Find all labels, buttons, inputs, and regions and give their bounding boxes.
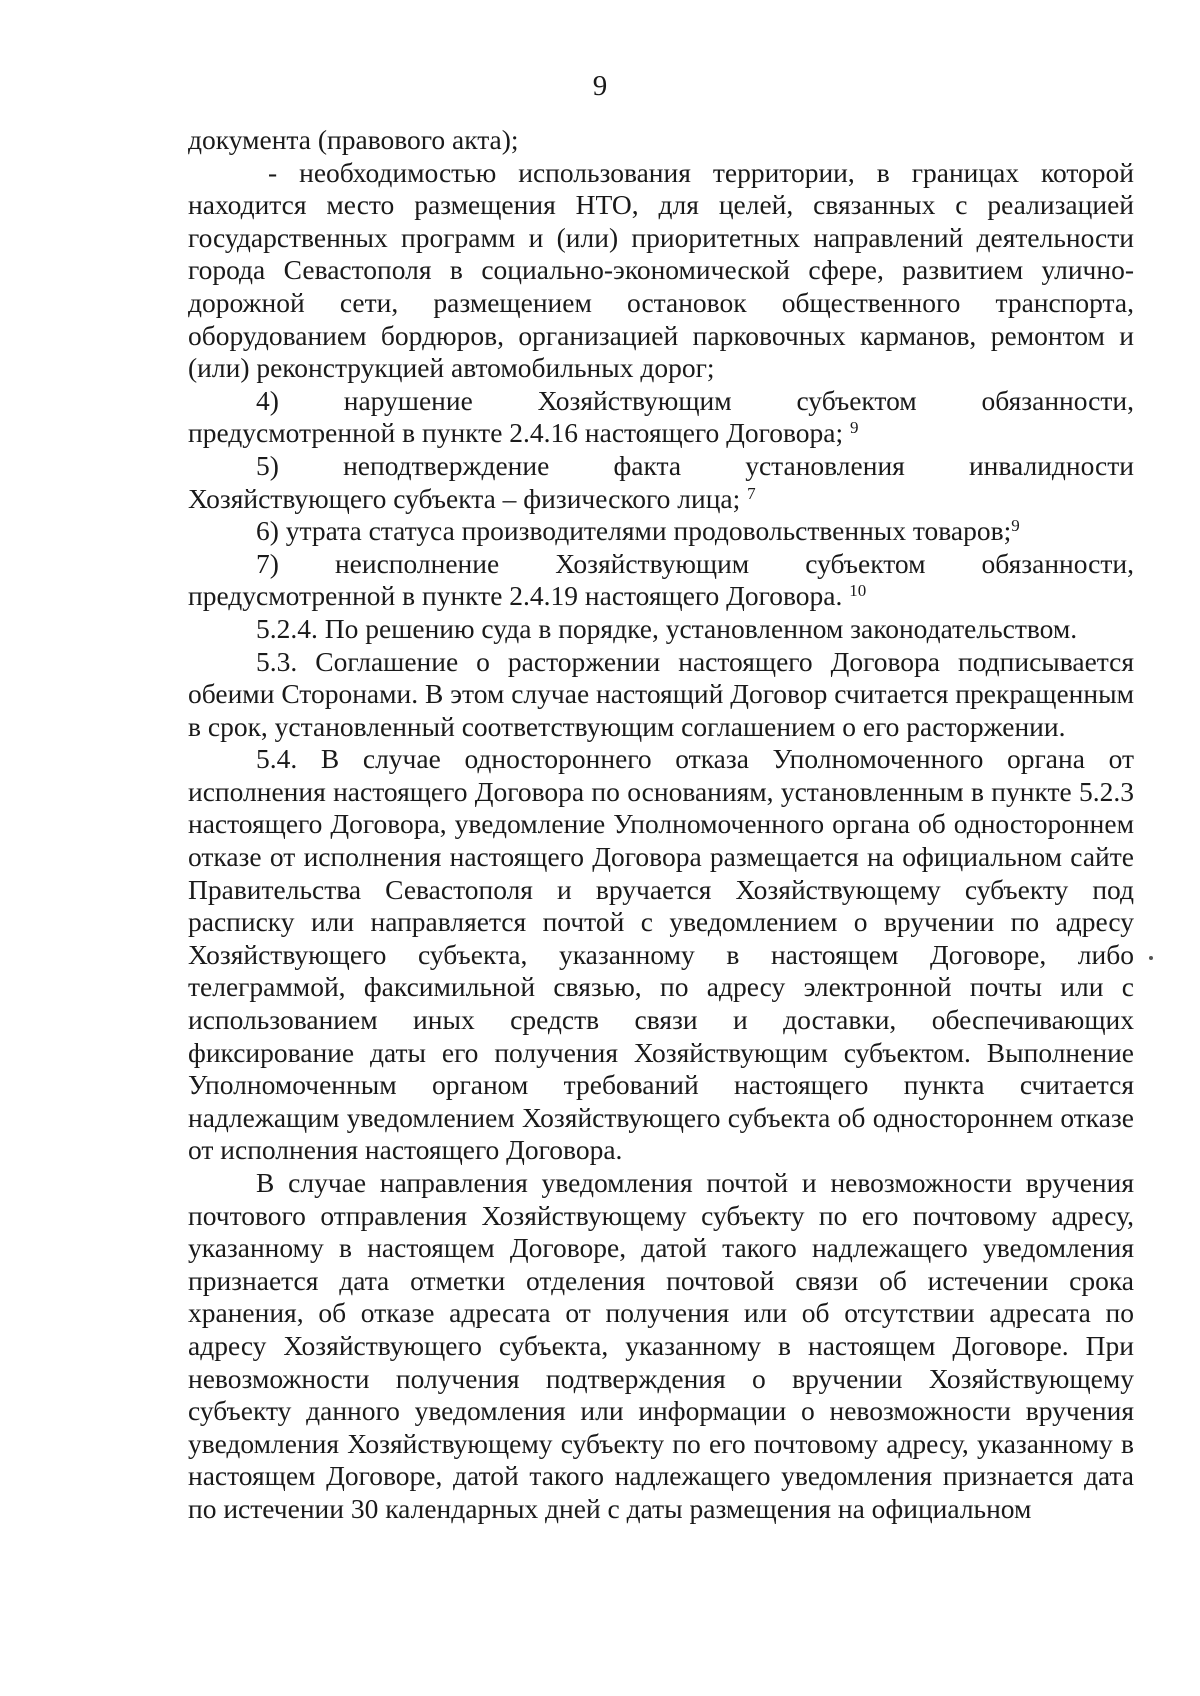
- paragraph-territory-need: - необходимостью использования территории, в границах которой находится место размещения НТО, для целей, связанных с реализацией государственных программ и (или) приоритетных направлений деятельности города Севастополя в социально-экономической сфере, развитием улично-дорожной сети, размещением остановок общественного транспорта, оборудованием бордюров, организацией парковочных карманов, ремонтом и (или) реконструкцией автомобильных дорог;: [188, 156, 1134, 384]
- clause-5-3: 5.3. Соглашение о расторжении настоящего Договора подписывается обеими Сторонами. В этом случае настоящий Договор считается прекращенным в срок, установленный соответствующим соглашением о его расторжении.: [188, 645, 1134, 742]
- list-item-4-line2: [188, 417, 1134, 450]
- clause-5-2-4: 5.2.4. По решению суда в порядке, установленном законодательством.: [256, 612, 1078, 644]
- list-item-4: [188, 385, 1134, 450]
- list-item-5-line2: [188, 483, 1134, 516]
- list-item-7-line2: [188, 580, 1134, 613]
- list-item-4-line1: 4) нарушение Хозяйствующим субъектом обязанности,: [256, 384, 1134, 416]
- footnote-ref: 9: [1011, 516, 1020, 536]
- scan-speck: [1149, 956, 1153, 960]
- footnote-ref: 9: [850, 418, 859, 438]
- document-body: [188, 124, 1134, 1526]
- list-item-7-line1: 7) неисполнение Хозяйствующим субъектом обязанности,: [256, 547, 1134, 579]
- footnote-ref: 10: [849, 581, 867, 601]
- list-item-6-line: [188, 515, 1134, 548]
- list-item-5-line1: 5) неподтверждение факта установления инвалидности: [256, 449, 1134, 481]
- list-item-5-text: Хозяйствующего субъекта – физического лица;: [188, 482, 741, 514]
- footnote-ref: 7: [747, 483, 756, 503]
- paragraph-continuation: документа (правового акта);: [188, 124, 519, 155]
- clause-5-4: 5.4. В случае одностороннего отказа Уполномоченного органа от исполнения настоящего Договора по основаниям, установленным в пункте 5.2.3 настоящего Договора, уведомление Уполномоченного органа об одностороннем отказе от исполнения настоящего Договора размещается на официальном сайте Правительства Севастополя и вручается Хозяйствующему субъекту под расписку или направляется почтой с уведомлением о вручении по адресу Хозяйствующего субъекта, указанному в настоящем Договоре, либо телеграммой, факсимильной связью, по адресу электронной почты или с использованием иных средств связи и доставки, обеспечивающих фиксирование даты его получения Хозяйствующим субъектом. Выполнение Уполномоченным органом требований настоящего пункта считается надлежащим уведомлением Хозяйствующего субъекта об одностороннем отказе от исполнения настоящего Договора.: [188, 743, 1134, 1166]
- list-item-6: [188, 515, 1134, 548]
- list-item-5: [188, 450, 1134, 515]
- list-item-6-text: 6) утрата статуса производителями продовольственных товаров;: [256, 515, 1012, 547]
- list-item-7-text: предусмотренной в пункте 2.4.19 настоящего Договора.: [188, 580, 843, 612]
- page-number: 9: [592, 70, 608, 102]
- paragraph-postal-notice: В случае направления уведомления почтой и невозможности вручения почтового отправления Хозяйствующему субъекту по его почтовому адресу, указанному в настоящем Договоре, датой такого надлежащего уведомления признается дата отметки отделения почтовой связи об истечении срока хранения, об отказе адресата от получения или об отсутствии адресата по адресу Хозяйствующего субъекта, указанному в настоящем Договоре. При невозможности получения подтверждения о вручении Хозяйствующему субъекту данного уведомления или информации о невозможности вручения уведомления Хозяйствующему субъекту по его почтовому адресу, указанному в настоящем Договоре, датой такого надлежащего уведомления признается дата по истечении 30 календарных дней с даты размещения на официальном: [188, 1167, 1134, 1524]
- list-item-7: [188, 548, 1134, 613]
- list-item-4-text: предусмотренной в пункте 2.4.16 настоящего Договора;: [188, 417, 844, 449]
